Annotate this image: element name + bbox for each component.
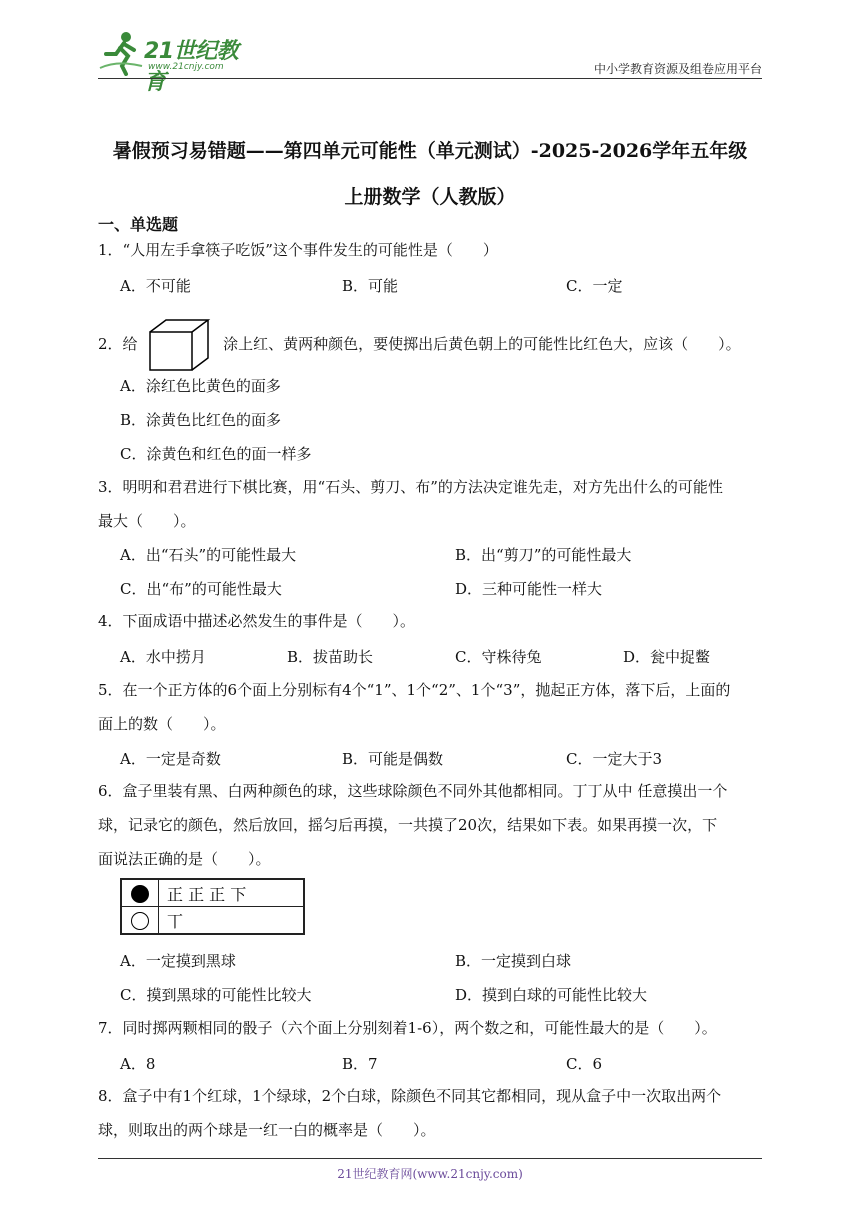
cube-icon	[148, 318, 212, 372]
question-2	[98, 318, 762, 372]
tally-table	[120, 878, 305, 935]
q6-option-a: A．一定摸到黑球	[120, 952, 236, 970]
q5-line-1: 5．在一个正方体的6个面上分别标有4个“1”、1个“2”、1个“3”，抛起正方体，落下后，上面的	[98, 681, 731, 699]
q3-option-a: A．出“石头”的可能性最大	[120, 546, 297, 564]
q3-option-b: B．出“剪刀”的可能性最大	[455, 546, 632, 564]
q5-option-a: A．一定是奇数	[120, 750, 221, 768]
q2-option-a: A．涂红色比黄色的面多	[120, 377, 281, 395]
runner-icon	[98, 30, 144, 76]
question-6	[98, 774, 762, 876]
white-ball-icon	[131, 912, 149, 930]
title-line-2: 上册数学（人教版）	[344, 186, 516, 208]
q2-text-before: 2．给	[98, 335, 138, 353]
title-line-1: 暑假预习易错题——第四单元可能性（单元测试）-2025-2026学年五年级	[112, 140, 748, 162]
q3-option-d: D．三种可能性一样大	[455, 580, 603, 598]
q1-option-b: B．可能	[342, 277, 399, 295]
section-heading: 一、单选题	[98, 215, 179, 234]
header-divider	[98, 78, 762, 79]
question-3	[98, 470, 762, 538]
q5-option-b: B．可能是偶数	[342, 750, 444, 768]
black-ball-icon	[131, 885, 149, 903]
q7-option-b: B．7	[342, 1055, 378, 1073]
q4-option-d: D．瓮中捉鳖	[623, 648, 711, 666]
q6-line-3: 面说法正确的是（ ）。	[98, 850, 271, 868]
document-title	[70, 128, 790, 220]
q7-option-c: C．6	[566, 1055, 603, 1073]
footer-divider	[98, 1158, 762, 1159]
q4-option-a: A．水中捞月	[120, 648, 206, 666]
q6-option-b: B．一定摸到白球	[455, 952, 572, 970]
q6-line-2: 球，记录它的颜色，然后放回，摇匀后再摸，一共摸了20次，结果如下表。如果再摸一次，下	[98, 816, 718, 834]
q3-line-2: 最大（ ）。	[98, 512, 196, 530]
platform-name: 中小学教育资源及组卷应用平台	[593, 62, 762, 76]
q7-option-a: A．8	[120, 1055, 156, 1073]
question-7: 7．同时掷两颗相同的骰子（六个面上分别刻着1-6），两个数之和，可能性最大的是（ ）。	[98, 1019, 717, 1037]
question-1: 1．“人用左手拿筷子吃饭”这个事件发生的可能性是（ ）	[98, 241, 498, 259]
q8-line-2: 球，则取出的两个球是一红一白的概率是（ ）。	[98, 1121, 436, 1139]
black-ball-cell	[121, 879, 159, 907]
q4-option-b: B．拔苗助长	[287, 648, 374, 666]
black-tally: 正 正 正 下	[159, 879, 305, 907]
q3-line-1: 3．明明和君君进行下棋比赛，用“石头、剪刀、布”的方法决定谁先走，对方先出什么的可能性	[98, 478, 723, 496]
white-ball-cell	[121, 907, 159, 935]
table-row	[121, 907, 304, 935]
logo-url: www.21cnjy.com	[148, 62, 224, 72]
question-8	[98, 1079, 762, 1147]
site-logo	[98, 30, 258, 95]
q6-option-c: C．摸到黑球的可能性比较大	[120, 986, 312, 1004]
question-5	[98, 673, 762, 741]
q2-option-b: B．涂黄色比红色的面多	[120, 411, 282, 429]
q3-option-c: C．出“布”的可能性最大	[120, 580, 282, 598]
q1-option-c: C．一定	[566, 277, 623, 295]
q1-option-a: A．不可能	[120, 277, 191, 295]
q8-line-1: 8．盒子中有1个红球，1个绿球，2个白球，除颜色不同其它都相同，现从盒子中一次取出两个	[98, 1087, 722, 1105]
page-footer: 21世纪教育网(www.21cnjy.com)	[337, 1167, 523, 1181]
white-tally: 丅	[159, 907, 305, 935]
q5-line-2: 面上的数（ ）。	[98, 715, 226, 733]
q5-option-c: C．一定大于3	[566, 750, 663, 768]
q4-option-c: C．守株待兔	[455, 648, 542, 666]
q2-text-after: 涂上红、黄两种颜色，要使掷出后黄色朝上的可能性比红色大，应该（ ）。	[223, 335, 741, 353]
question-4: 4．下面成语中描述必然发生的事件是（ ）。	[98, 612, 416, 630]
table-row	[121, 879, 304, 907]
q6-option-d: D．摸到白球的可能性比较大	[455, 986, 648, 1004]
page-header	[98, 28, 762, 95]
q6-line-1: 6．盒子里装有黑、白两种颜色的球，这些球除颜色不同外其他都相同。丁丁从中 任意摸出一个	[98, 782, 728, 800]
q2-option-c: C．涂黄色和红色的面一样多	[120, 445, 312, 463]
logo-text: 21世纪教育	[144, 39, 239, 95]
